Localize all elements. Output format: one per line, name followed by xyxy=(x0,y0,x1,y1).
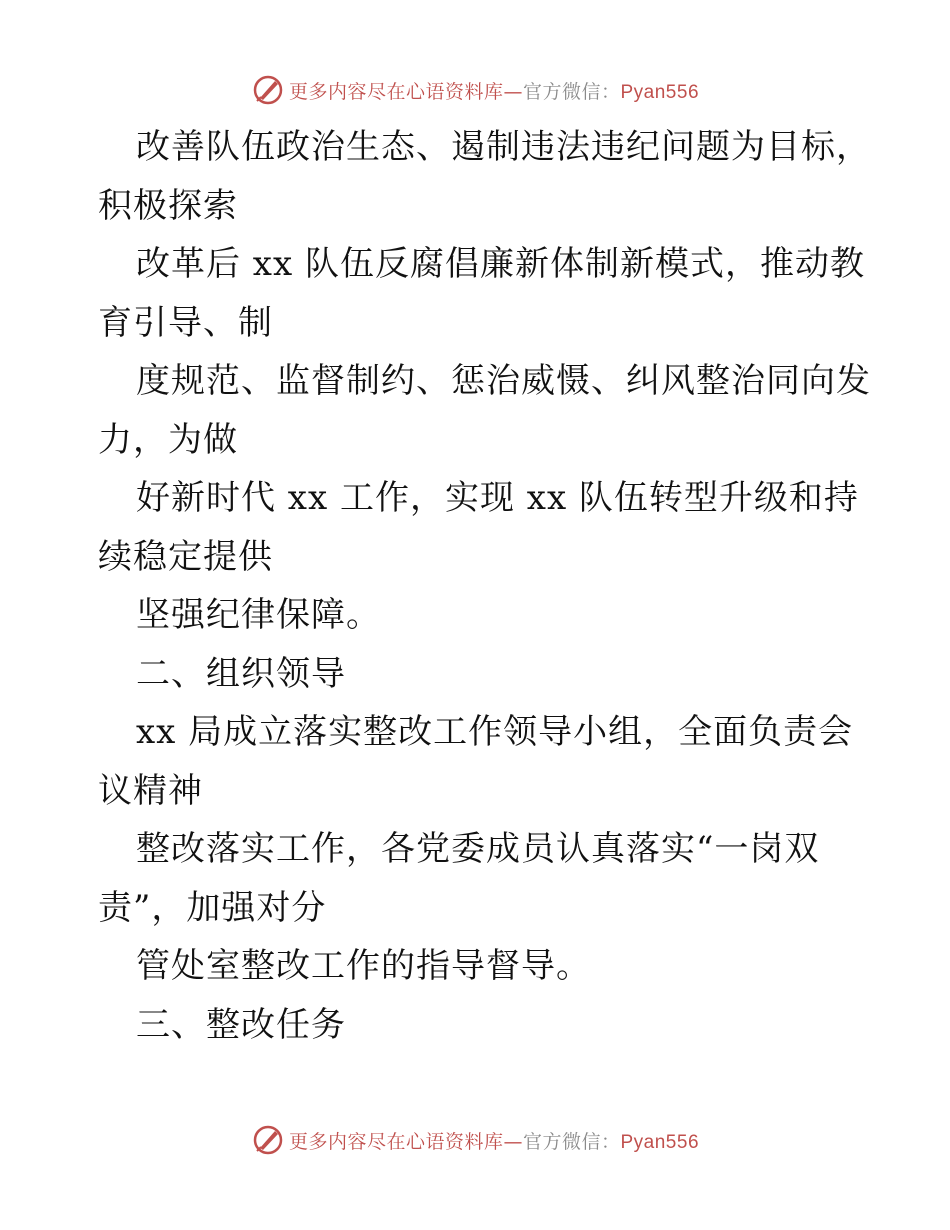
quill-logo-icon xyxy=(251,1123,285,1157)
text-line: 好新时代 xx 工作，实现 xx 队伍转型升级和持 xyxy=(136,478,859,518)
section-heading: 二、组织领导 xyxy=(136,653,346,694)
watermark-official-label: 官方微信： xyxy=(522,1130,621,1153)
document-body xyxy=(98,118,871,1054)
text-line: 续稳定提供 xyxy=(98,536,273,577)
text-line: 责”，加强对分 xyxy=(98,887,327,928)
text-line: 改革后 xx 队伍反腐倡廉新体制新模式，推动教 xyxy=(136,244,865,284)
text-line: 改善队伍政治生态、遏制违法违纪问题为目标， xyxy=(136,127,871,167)
section-heading: 三、整改任务 xyxy=(136,1004,346,1045)
watermark-text xyxy=(289,1127,699,1154)
header-watermark xyxy=(0,70,950,110)
watermark-official-label: 官方微信： xyxy=(522,80,621,103)
text-line: 育引导、制 xyxy=(98,302,273,343)
text-line: 积极探索 xyxy=(98,185,238,226)
text-line: 整改落实工作，各党委成员认真落实“一岗双 xyxy=(136,829,820,869)
watermark-text xyxy=(289,77,699,104)
watermark-handle: Pyan556 xyxy=(620,1131,700,1153)
text-line: 力，为做 xyxy=(98,419,238,460)
watermark-handle: Pyan556 xyxy=(620,81,700,103)
watermark-site: 更多内容尽在心语资料库 xyxy=(288,80,504,103)
watermark-site: 更多内容尽在心语资料库 xyxy=(288,1130,504,1153)
watermark-dash: — xyxy=(503,80,523,103)
text-line: 议精神 xyxy=(98,770,203,811)
quill-logo-icon xyxy=(251,73,285,107)
text-line: 度规范、监督制约、惩治威慑、纠风整治同向发 xyxy=(136,361,871,401)
text-line: xx 局成立落实整改工作领导小组，全面负责会 xyxy=(136,712,854,752)
footer-watermark xyxy=(0,1120,950,1160)
text-line: 坚强纪律保障。 xyxy=(136,595,381,635)
watermark-dash: — xyxy=(503,1130,523,1153)
text-line: 管处室整改工作的指导督导。 xyxy=(136,946,591,986)
